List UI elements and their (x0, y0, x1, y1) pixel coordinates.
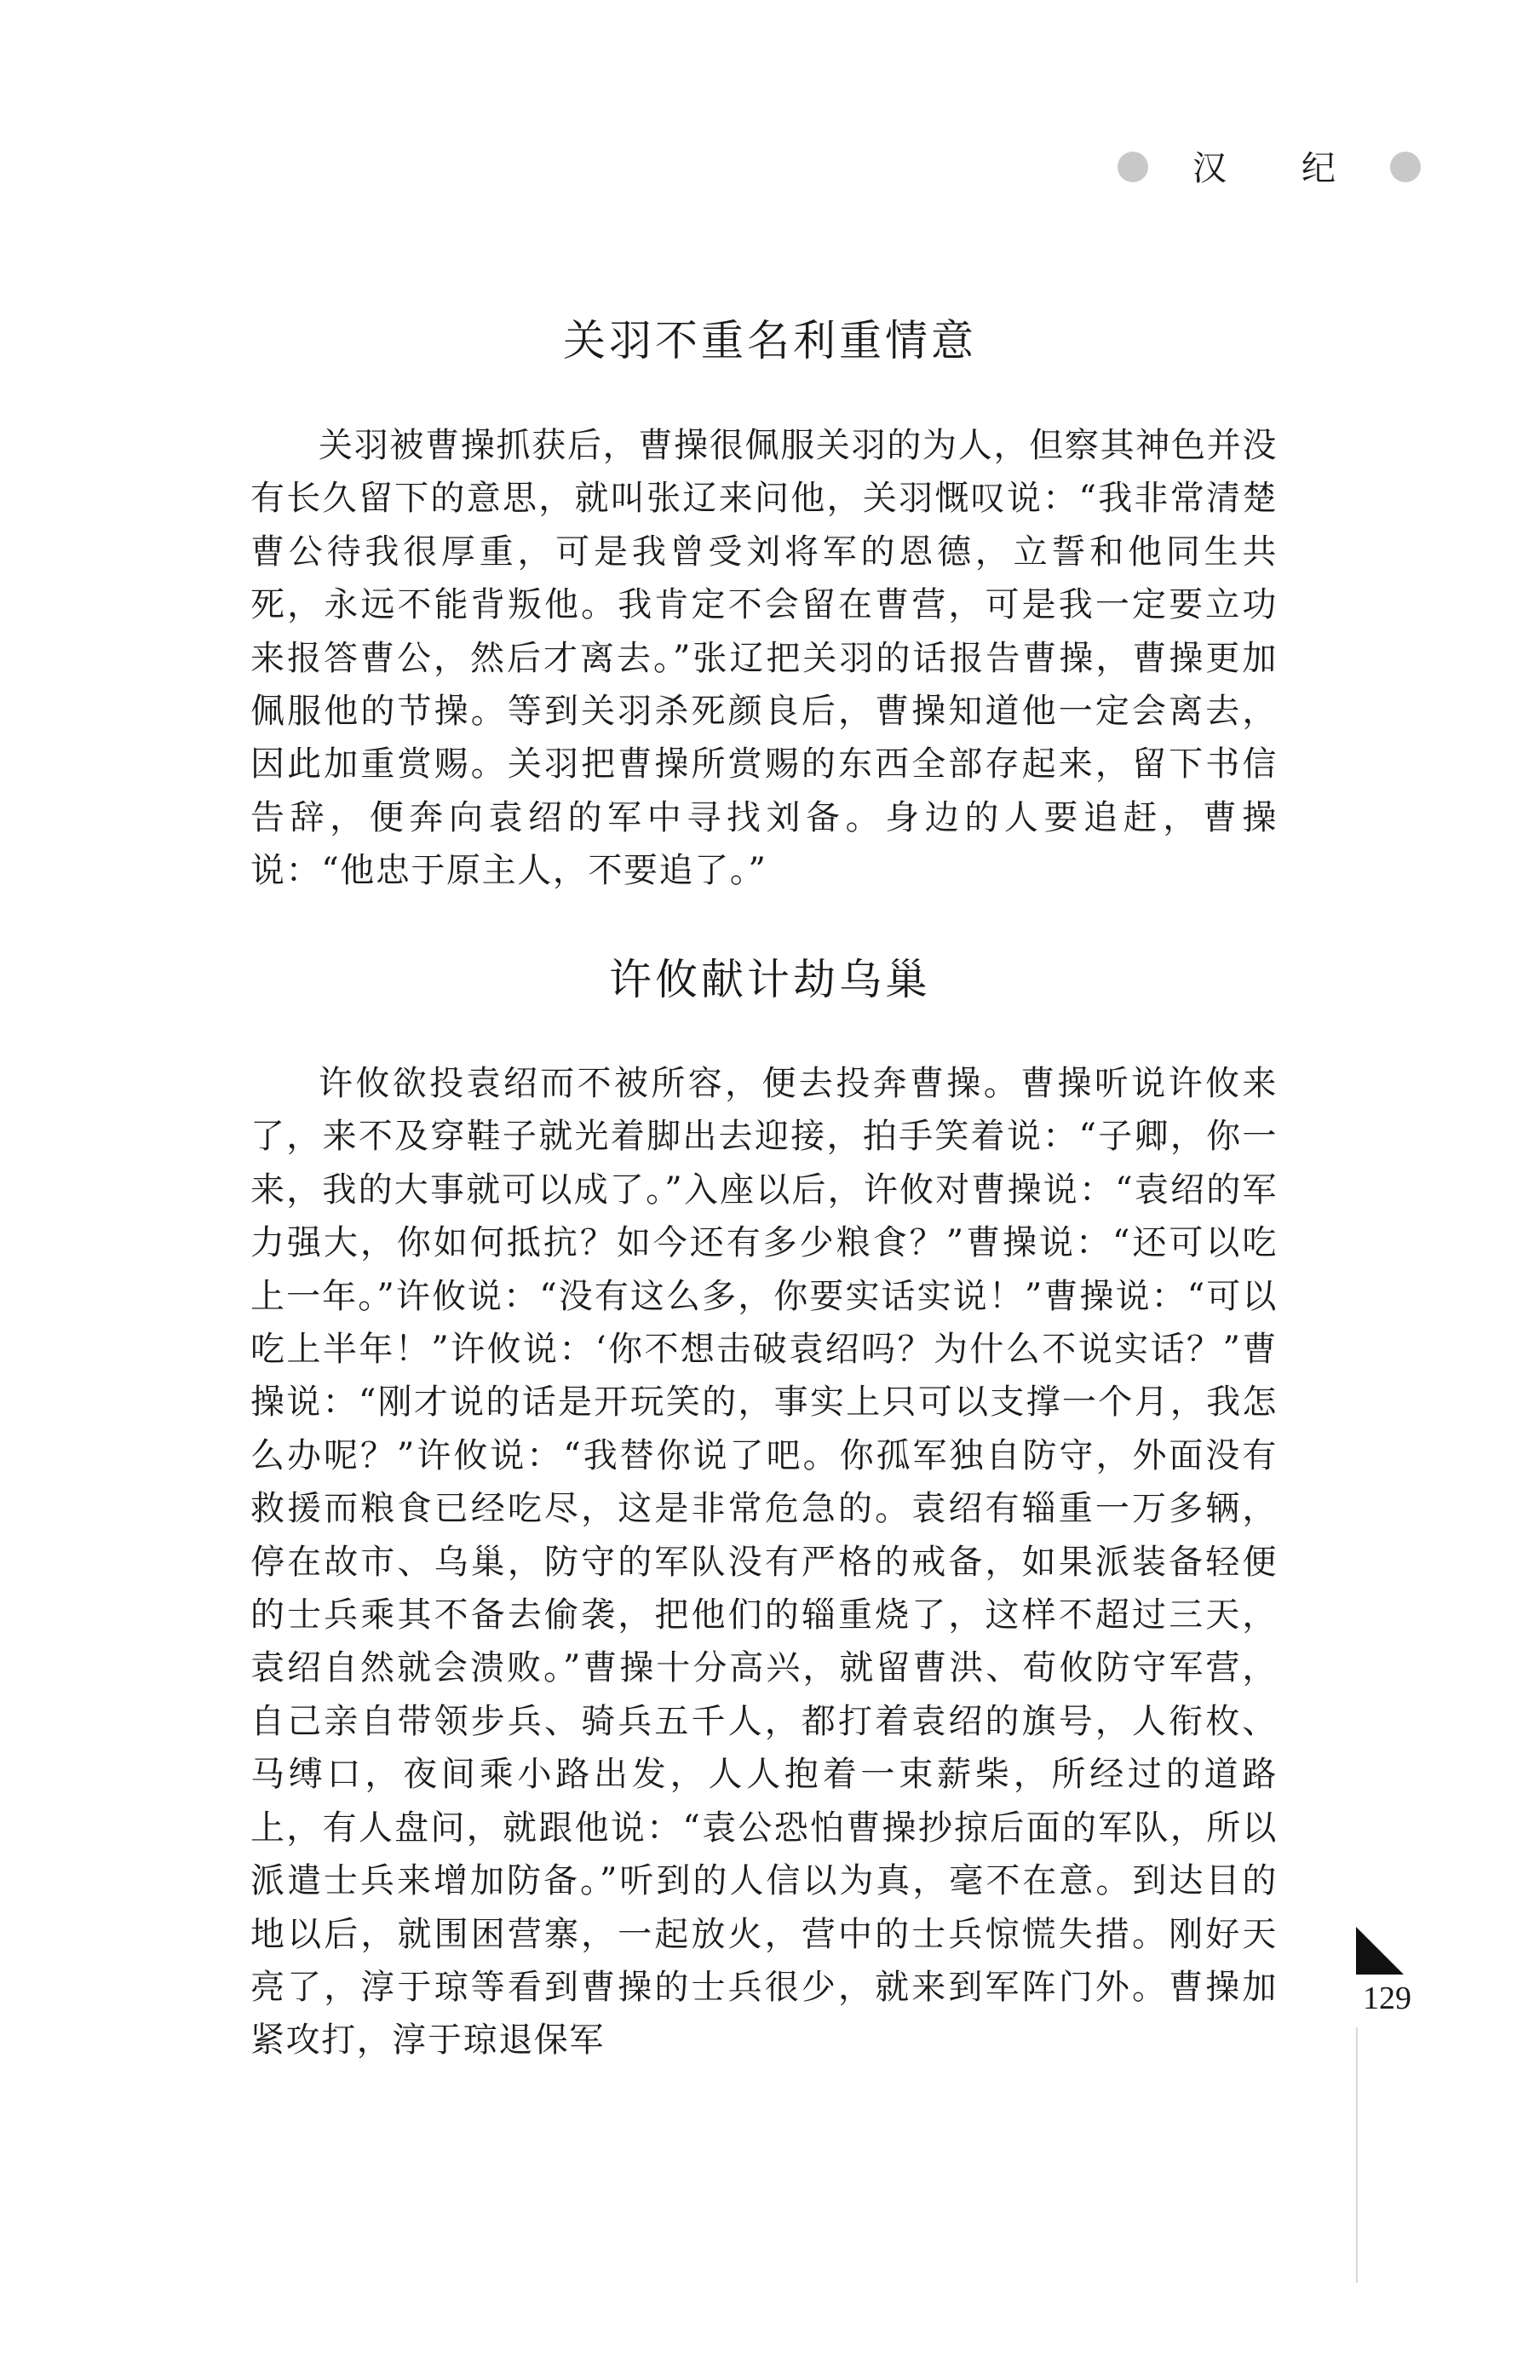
header-char-han: 汉 (1192, 149, 1227, 188)
section-title-xu-you: 许攸献计劫乌巢 (609, 955, 931, 1004)
section-body-xu-you: 许攸欲投袁绍而不被所容，便去投奔曹操。曹操听说许攸来了，来不及穿鞋子就光着脚出去迎接，拍手笑着说：“子卿，你一来，我的大事就可以成了。”入座以后，许攸对曹操说：“袁绍的军力强大，你如何抵抗？如今还有多少粮食？”曹操说：“还可以吃上一年。”许攸说：“没有这么多，你要实话实说！”曹操说：“可以吃上半年！”许攸说：‘你不想击破袁绍吗？为什么不说实话？”曹操说：“刚才说的话是开玩笑的，事实上只可以支撑一个月，我怎么办呢？”许攸说：“我替你说了吧。你孤军独自防守，外面没有救援而粮食已经吃尽，这是非常危急的。袁绍有辎重一万多辆，停在故市、乌巢，防守的军队没有严格的戒备，如果派装备轻便的士兵乘其不备去偷袭，把他们的辎重烧了，这样不超过三天，袁绍自然就会溃败。”曹操十分高兴，就留曹洪、荀攸防守军营，自己亲自带领步兵、骑兵五千人，都打着袁绍的旗号，人衔枚、马缚口，夜间乘小路出发，人人抱着一束薪柴，所经过的道路上，有人盘问，就跟他说：“袁公恐怕曹操抄掠后面的军队，所以派遣士兵来增加防备。”听到的人信以为真，毫不在意。到达目的地以后，就围困营寨，一起放火，营中的士兵惊慌失措。刚好天亮了，淳于琼等看到曹操的士兵很少，就来到军阵门外。曹操加紧攻打，淳于琼退保军 (250, 1064, 1278, 2061)
running-header (1107, 145, 1431, 196)
page-number: 129 (1363, 1980, 1411, 2016)
page-corner-triangle (1356, 1927, 1404, 1975)
header-dot-left (1118, 152, 1148, 182)
section-title-guan-yu: 关羽不重名利重情意 (563, 316, 977, 365)
margin-rule (1356, 2027, 1358, 2283)
header-char-ji: 纪 (1302, 149, 1336, 188)
section-body-guan-yu: 关羽被曹操抓获后，曹操很佩服关羽的为人，但察其神色并没有长久留下的意思，就叫张辽来问他，关羽慨叹说：“我非常清楚曹公待我很厚重，可是我曾受刘将军的恩德，立誓和他同生共死，永远不能背叛他。我肯定不会留在曹营，可是我一定要立功来报答曹公，然后才离去。”张辽把关羽的话报告曹操，曹操更加佩服他的节操。等到关羽杀死颜良后，曹操知道他一定会离去，因此加重赏赐。关羽把曹操所赏赐的东西全部存起来，留下书信告辞，便奔向袁绍的军中寻找刘备。身边的人要追赶，曹操说：“他忠于原主人，不要追了。” (250, 426, 1278, 891)
header-dot-right (1390, 152, 1421, 182)
